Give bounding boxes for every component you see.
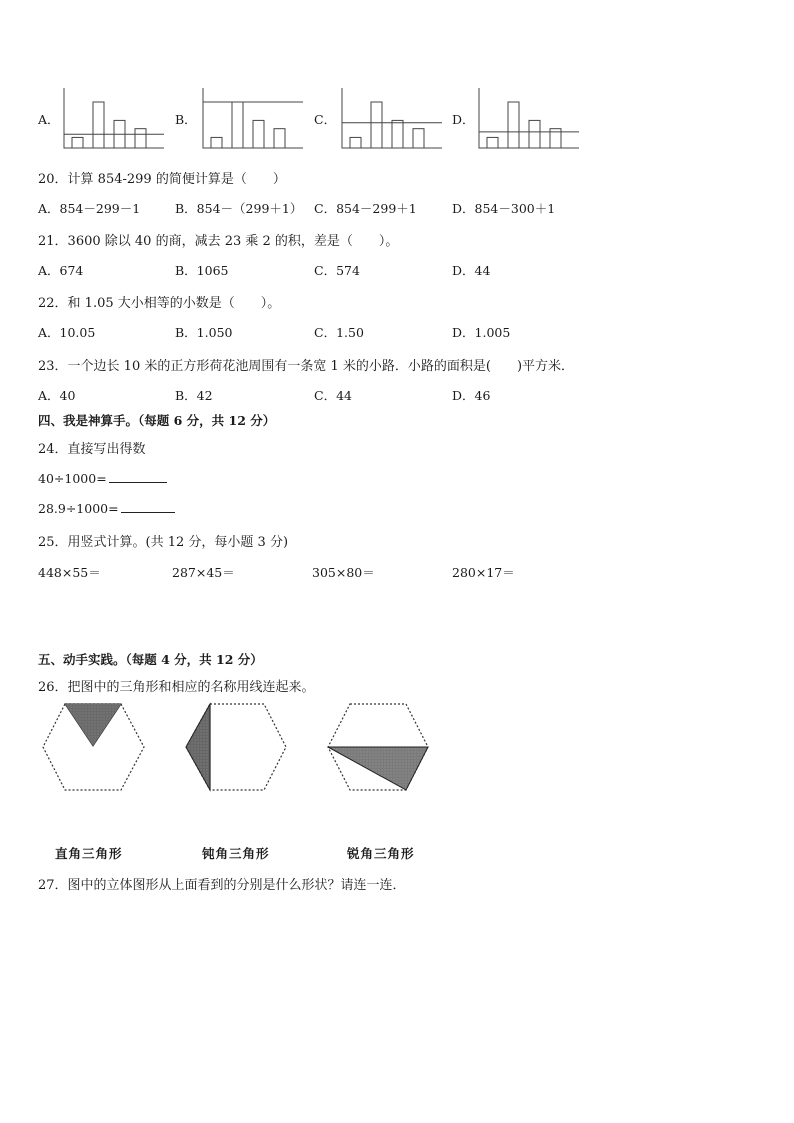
chart-bar xyxy=(211,137,222,148)
chart-bar xyxy=(253,120,264,148)
q23-option-c[interactable]: C．44 xyxy=(314,388,352,403)
q22-option-a[interactable]: A．10.05 xyxy=(38,325,96,340)
q19-chart-d[interactable] xyxy=(475,86,581,152)
q20-option-a[interactable]: A．854－299－1 xyxy=(38,201,141,216)
chart-bar xyxy=(350,137,361,148)
q25-item-2: 287×45＝ xyxy=(172,565,235,580)
q20-option-b[interactable]: B．854－（299＋1） xyxy=(175,201,303,216)
q23-option-d[interactable]: D．46 xyxy=(452,388,491,403)
q24-item-1-answer-blank[interactable] xyxy=(109,470,167,483)
q27-stem: 27．图中的立体图形从上面看到的分别是什么形状？请连一连． xyxy=(38,878,406,893)
q23-stem: 23．一个边长 10 米的正方形荷花池周围有一条宽 1 米的小路．小路的面积是( )平方米． xyxy=(38,359,575,374)
q24-item-1 xyxy=(38,470,167,486)
q22-option-c[interactable]: C．1.50 xyxy=(314,325,364,340)
q25-item-4: 280×17＝ xyxy=(452,565,515,580)
q24-item-1-expr: 40÷1000= xyxy=(38,471,107,486)
chart-bar xyxy=(508,102,519,148)
q24-stem: 24．直接写出得数 xyxy=(38,442,146,457)
q24-item-2 xyxy=(38,500,175,516)
chart-bar xyxy=(93,102,104,148)
q25-item-3: 305×80＝ xyxy=(312,565,375,580)
hexagon-figure-3 xyxy=(324,700,432,794)
q25-item-1: 448×55＝ xyxy=(38,565,101,580)
hexagon-figure-1 xyxy=(40,700,148,794)
q22-option-d[interactable]: D．1.005 xyxy=(452,325,511,340)
q23-option-b[interactable]: B．42 xyxy=(175,388,213,403)
q21-option-b[interactable]: B．1065 xyxy=(175,263,229,278)
q26-label-right-triangle[interactable]: 直角三角形 xyxy=(55,846,123,861)
q21-option-d[interactable]: D．44 xyxy=(452,263,491,278)
q20-stem: 20．计算 854-299 的简便计算是（ ） xyxy=(38,172,286,187)
chart-bar xyxy=(413,129,424,148)
q26-stem: 26．把图中的三角形和相应的名称用线连起来。 xyxy=(38,680,315,695)
q20-option-d[interactable]: D．854－300＋1 xyxy=(452,201,556,216)
chart-bar xyxy=(487,137,498,148)
q26-label-obtuse-triangle[interactable]: 钝角三角形 xyxy=(202,846,270,861)
q19-option-a-letter[interactable]: A． xyxy=(38,112,60,127)
q24-item-2-answer-blank[interactable] xyxy=(121,500,175,513)
hexagon-figure-2 xyxy=(182,700,290,794)
q22-stem: 22．和 1.05 大小相等的小数是（ ）。 xyxy=(38,296,281,311)
chart-bar xyxy=(371,102,382,148)
q21-option-a[interactable]: A．674 xyxy=(38,263,84,278)
chart-bar xyxy=(135,129,146,148)
q23-option-a[interactable]: A．40 xyxy=(38,388,76,403)
q19-chart-c[interactable] xyxy=(338,86,444,152)
chart-bar xyxy=(72,137,83,148)
section-4-title: 四、我是神算手。（每题 6 分，共 12 分） xyxy=(38,413,276,428)
q22-option-b[interactable]: B．1.050 xyxy=(175,325,233,340)
q25-stem: 25．用竖式计算。(共 12 分，每小题 3 分) xyxy=(38,535,289,550)
q19-option-d-letter[interactable]: D． xyxy=(452,112,475,127)
q19-chart-b[interactable] xyxy=(199,86,305,152)
chart-bar xyxy=(392,120,403,148)
q24-item-2-expr: 28.9÷1000= xyxy=(38,501,119,516)
chart-bar xyxy=(232,102,243,148)
q19-option-b-letter[interactable]: B． xyxy=(175,112,197,127)
q20-option-c[interactable]: C．854－299＋1 xyxy=(314,201,417,216)
q21-option-c[interactable]: C．574 xyxy=(314,263,360,278)
q19-option-c-letter[interactable]: C． xyxy=(314,112,337,127)
chart-bar xyxy=(274,129,285,148)
chart-bar xyxy=(529,120,540,148)
q19-chart-a[interactable] xyxy=(60,86,166,152)
q26-label-acute-triangle[interactable]: 锐角三角形 xyxy=(347,846,415,861)
q21-stem: 21．3600 除以 40 的商，减去 23 乘 2 的积，差是（ ）。 xyxy=(38,234,399,249)
section-5-title: 五、动手实践。（每题 4 分，共 12 分） xyxy=(38,652,263,667)
